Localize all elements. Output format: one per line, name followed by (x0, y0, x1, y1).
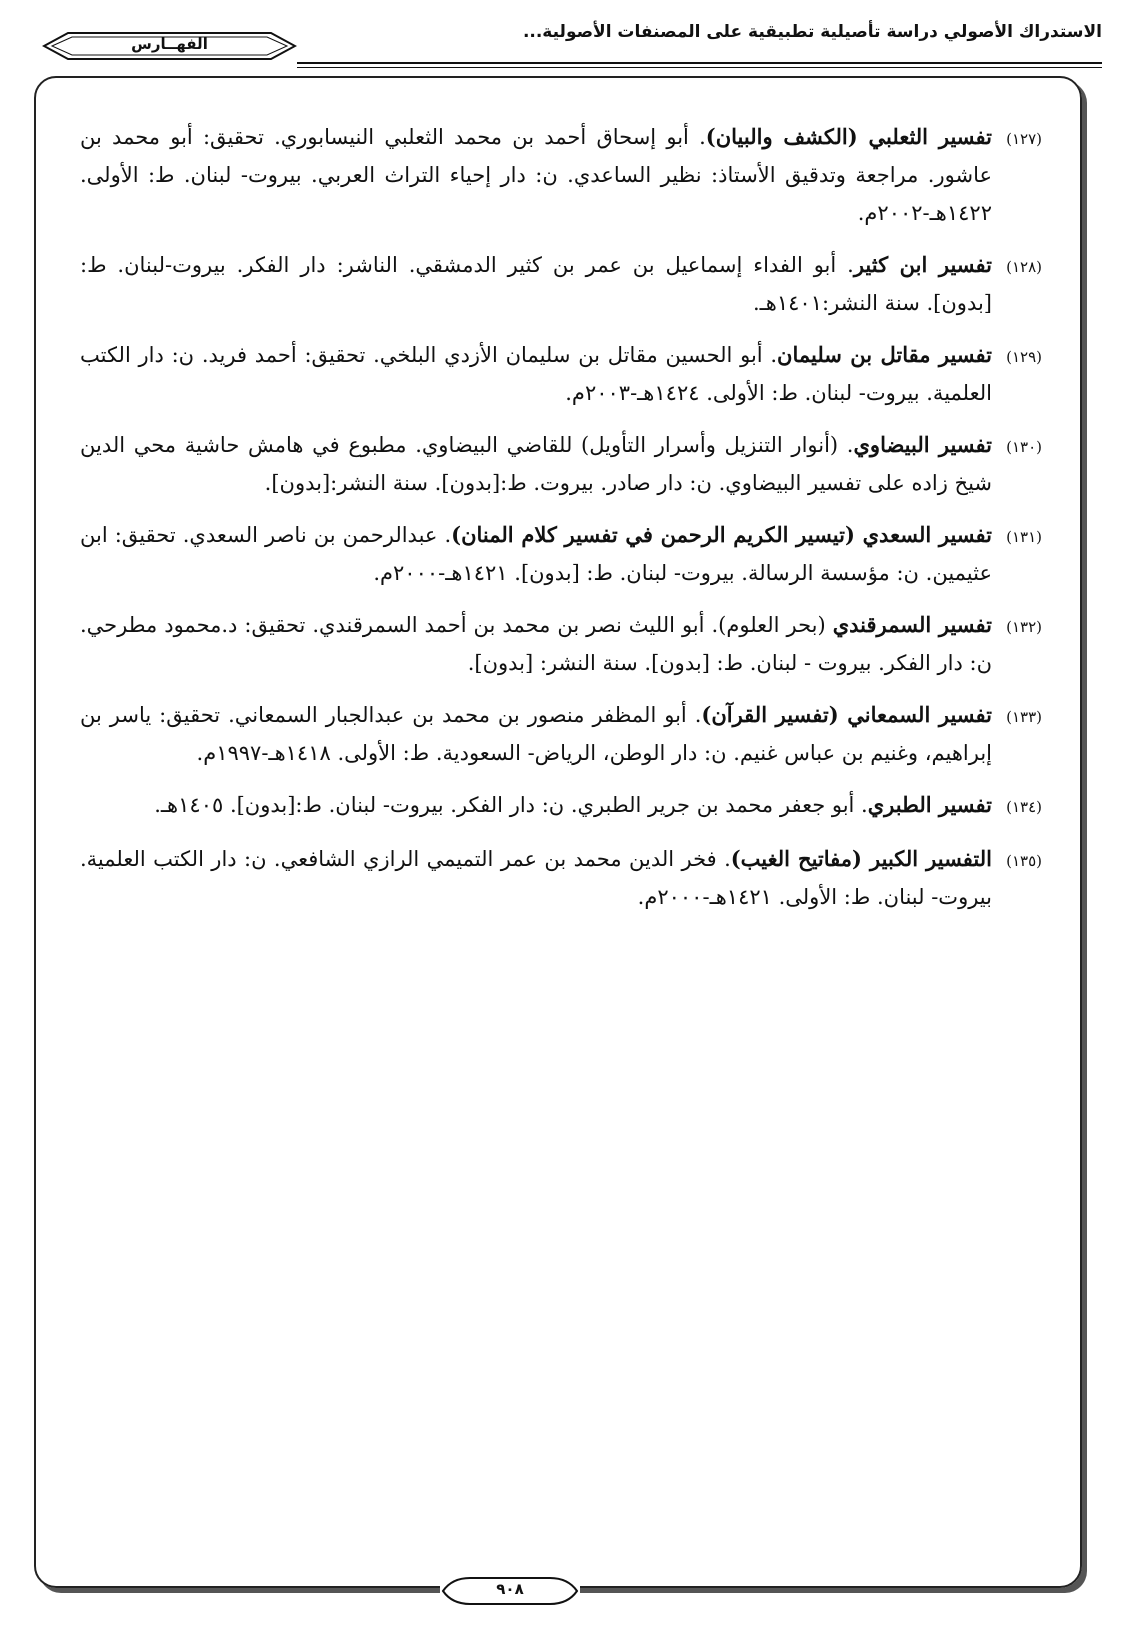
bibliography-entry (80, 786, 1042, 826)
entry-text (80, 246, 992, 322)
bibliography-list (80, 118, 1042, 930)
entry-text (80, 696, 992, 772)
entry-text (80, 426, 992, 502)
entry-number: (١٣٤) (1006, 798, 1042, 816)
page-header (22, 14, 1102, 74)
entry-body: . فخر الدين محمد بن عمر التميمي الرازي الشافعي. ن: دار الكتب العلمية. بيروت- لبنان. ط: الأولى. ١٤٢١هـ-٢٠٠٠م. (80, 847, 992, 909)
entry-title: التفسير الكبير (مفاتيح الغيب) (730, 846, 992, 871)
entry-title: تفسير الثعلبي (الكشف والبيان) (705, 124, 992, 149)
entry-title: تفسير السمعاني (تفسير القرآن) (701, 702, 992, 727)
bibliography-entry (80, 516, 1042, 592)
entry-body: . (أنوار التنزيل وأسرار التأويل) للقاضي البيضاوي. مطبوع في هامش حاشية محي الدين شيخ زاده على تفسير البيضاوي. ن: دار صادر. بيروت. ط:[بدون]. سنة النشر:[بدون]. (80, 433, 992, 495)
header-rule-thin (297, 67, 1102, 68)
entry-body: . أبو جعفر محمد بن جرير الطبري. ن: دار الفكر. بيروت- لبنان. ط:[بدون]. ١٤٠٥هـ. (154, 793, 868, 817)
entry-title: تفسير السعدي (تيسير الكريم الرحمن في تفسير كلام المنان) (451, 522, 992, 547)
entry-text (80, 516, 992, 592)
entry-text (80, 606, 992, 682)
entry-title: تفسير مقاتل بن سليمان (777, 342, 992, 367)
entry-body: . عبدالرحمن بن ناصر السعدي. تحقيق: ابن عثيمين. ن: مؤسسة الرسالة. بيروت- لبنان. ط: [بدون]. ١٤٢١هـ-٢٠٠٠م. (80, 523, 992, 585)
bibliography-entry (80, 336, 1042, 412)
entry-body: (بحر العلوم). أبو الليث نصر بن محمد بن أحمد السمرقندي. تحقيق: د.محمود مطرحي. ن: دار الفكر. بيروت - لبنان. ط: [بدون]. سنة النشر: [بدون]. (80, 613, 992, 675)
bibliography-entry (80, 246, 1042, 322)
entry-text (80, 786, 992, 824)
entry-number: (١٣٥) (1006, 852, 1042, 870)
entry-number: (١٣١) (1006, 528, 1042, 546)
section-label: الفهــارس (131, 35, 208, 53)
page-number-badge (440, 1576, 580, 1606)
entry-text (80, 336, 992, 412)
book-title: الاستدراك الأصولي دراسة تأصيلية تطبيقية على المصنفات الأصولية... (522, 22, 1102, 42)
bibliography-entry (80, 606, 1042, 682)
bibliography-entry (80, 696, 1042, 772)
bibliography-entry (80, 840, 1042, 916)
entry-number: (١٣٠) (1006, 438, 1042, 456)
header-rule (297, 62, 1102, 64)
entry-text (80, 840, 992, 916)
entry-title: تفسير الطبري (867, 792, 992, 817)
page-number: ٩٠٨ (496, 1580, 524, 1598)
entry-title: تفسير السمرقندي (832, 612, 992, 637)
entry-number: (١٢٩) (1006, 348, 1042, 366)
entry-number: (١٣٢) (1006, 618, 1042, 636)
entry-body: . أبو المظفر منصور بن محمد بن عبدالجبار السمعاني. تحقيق: ياسر بن إبراهيم، وغنيم بن عباس غنيم. ن: دار الوطن، الرياض- السعودية. ط: الأولى. ١٤١٨هـ-١٩٩٧م. (80, 703, 992, 765)
entry-text (80, 118, 992, 232)
entry-number: (١٢٨) (1006, 258, 1042, 276)
bibliography-entry (80, 118, 1042, 232)
entry-title: تفسير البيضاوي (853, 432, 993, 457)
bibliography-entry (80, 426, 1042, 502)
section-tab (42, 30, 297, 62)
entry-title: تفسير ابن كثير (853, 252, 993, 277)
entry-body: . أبو الفداء إسماعيل بن عمر بن كثير الدمشقي. الناشر: دار الفكر. بيروت-لبنان. ط:[بدون]. سنة النشر:١٤٠١هـ. (80, 253, 992, 315)
entry-body: . أبو إسحاق أحمد بن محمد الثعلبي النيسابوري. تحقيق: أبو محمد بن عاشور. مراجعة وتدقيق الأستاذ: نظير الساعدي. ن: دار إحياء التراث العربي. بيروت- لبنان. ط: الأولى. ١٤٢٢هـ-٢٠٠٢م. (80, 125, 992, 225)
entry-number: (١٢٧) (1006, 130, 1042, 148)
entry-body: . أبو الحسين مقاتل بن سليمان الأزدي البلخي. تحقيق: أحمد فريد. ن: دار الكتب العلمية. بيروت- لبنان. ط: الأولى. ١٤٢٤هـ-٢٠٠٣م. (80, 343, 992, 405)
entry-number: (١٣٣) (1006, 708, 1042, 726)
